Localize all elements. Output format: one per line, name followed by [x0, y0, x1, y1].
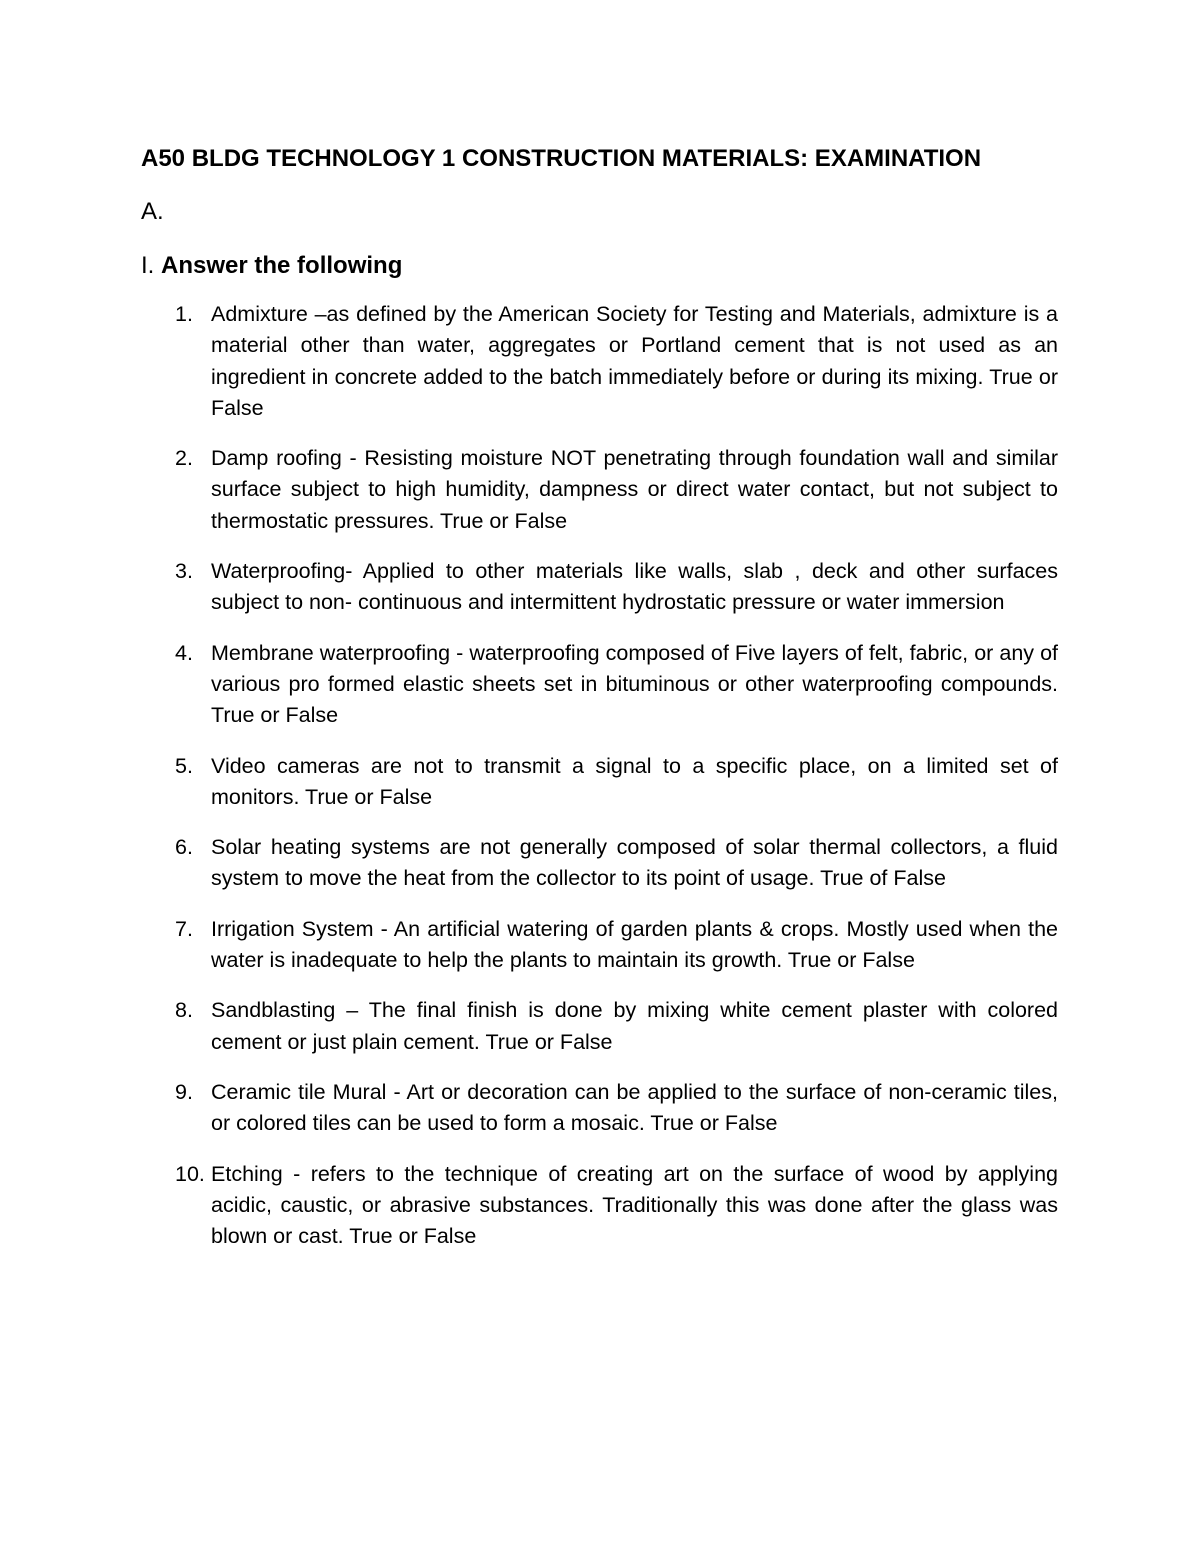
question-item — [141, 832, 1058, 895]
question-item — [141, 995, 1058, 1058]
document-page — [141, 140, 1058, 1271]
question-item — [141, 751, 1058, 814]
question-number: 4. — [175, 640, 193, 665]
question-number: 6. — [175, 835, 193, 860]
question-number: 2. — [175, 446, 193, 471]
question-text: Waterproofing- Applied to other materials like walls, slab , deck and other surfaces subject to non- continuous and intermittent hydrostatic pressure or water immersion — [211, 559, 1058, 615]
question-text: Video cameras are not to transmit a signal to a specific place, on a limited set of monitors. True or False — [211, 753, 1058, 809]
question-item — [141, 1077, 1058, 1140]
question-number: 9. — [175, 1079, 193, 1104]
document-title: A50 BLDG TECHNOLOGY 1 CONSTRUCTION MATERIALS: EXAMINATION — [141, 145, 982, 172]
question-number: 10. — [175, 1161, 205, 1186]
part-roman-numeral: I. — [141, 252, 155, 279]
question-text: Ceramic tile Mural - Art or decoration can be applied to the surface of non-ceramic tiles, or colored tiles can be used to form a mosaic. True or False — [211, 1079, 1058, 1136]
question-number: 1. — [175, 302, 193, 326]
question-text: Irrigation System - An artificial watering of garden plants & crops. Mostly used when the water is inadequate to help the plants to maintain its growth. True or False — [211, 916, 1058, 973]
question-number: 8. — [175, 998, 193, 1023]
question-number: 7. — [175, 916, 193, 941]
question-text: Solar heating systems are not generally composed of solar thermal collectors, a fluid system to move the heat from the collector to its point of usage. True of False — [211, 835, 1058, 891]
question-number: 3. — [175, 559, 193, 584]
question-item — [141, 443, 1058, 537]
question-item — [141, 556, 1058, 619]
question-text: Membrane waterproofing - waterproofing composed of Five layers of felt, fabric, or any of various pro formed elastic sheets set in bituminous or other waterproofing compounds. True or False — [211, 640, 1058, 728]
question-text: Damp roofing - Resisting moisture NOT penetrating through foundation wall and similar surface subject to high humidity, dampness or direct water contact, but not subject to thermostatic pressures. True or False — [211, 446, 1058, 533]
question-number: 5. — [175, 753, 193, 778]
question-text: Sandblasting – The final finish is done by mixing white cement plaster with colored cement or just plain cement. True or False — [211, 998, 1058, 1054]
question-item — [141, 1159, 1058, 1253]
question-text: Etching - refers to the technique of creating art on the surface of wood by applying acidic, caustic, or abrasive substances. Traditionally this was done after the glass was blown or cast. True or False — [211, 1161, 1058, 1249]
part-heading — [141, 251, 1058, 281]
question-item — [141, 638, 1058, 732]
section-letter: A. — [141, 198, 164, 225]
question-text: Admixture –as defined by the American Society for Testing and Materials, admixture is a material other than water, aggregates or Portland cement that is not used as an ingredient in concrete added to the batch immediately before or during its mixing. True or False — [211, 302, 1058, 420]
part-title: Answer the following — [161, 252, 403, 279]
question-item — [141, 914, 1058, 977]
question-list — [141, 299, 1058, 1252]
question-item — [141, 299, 1058, 424]
